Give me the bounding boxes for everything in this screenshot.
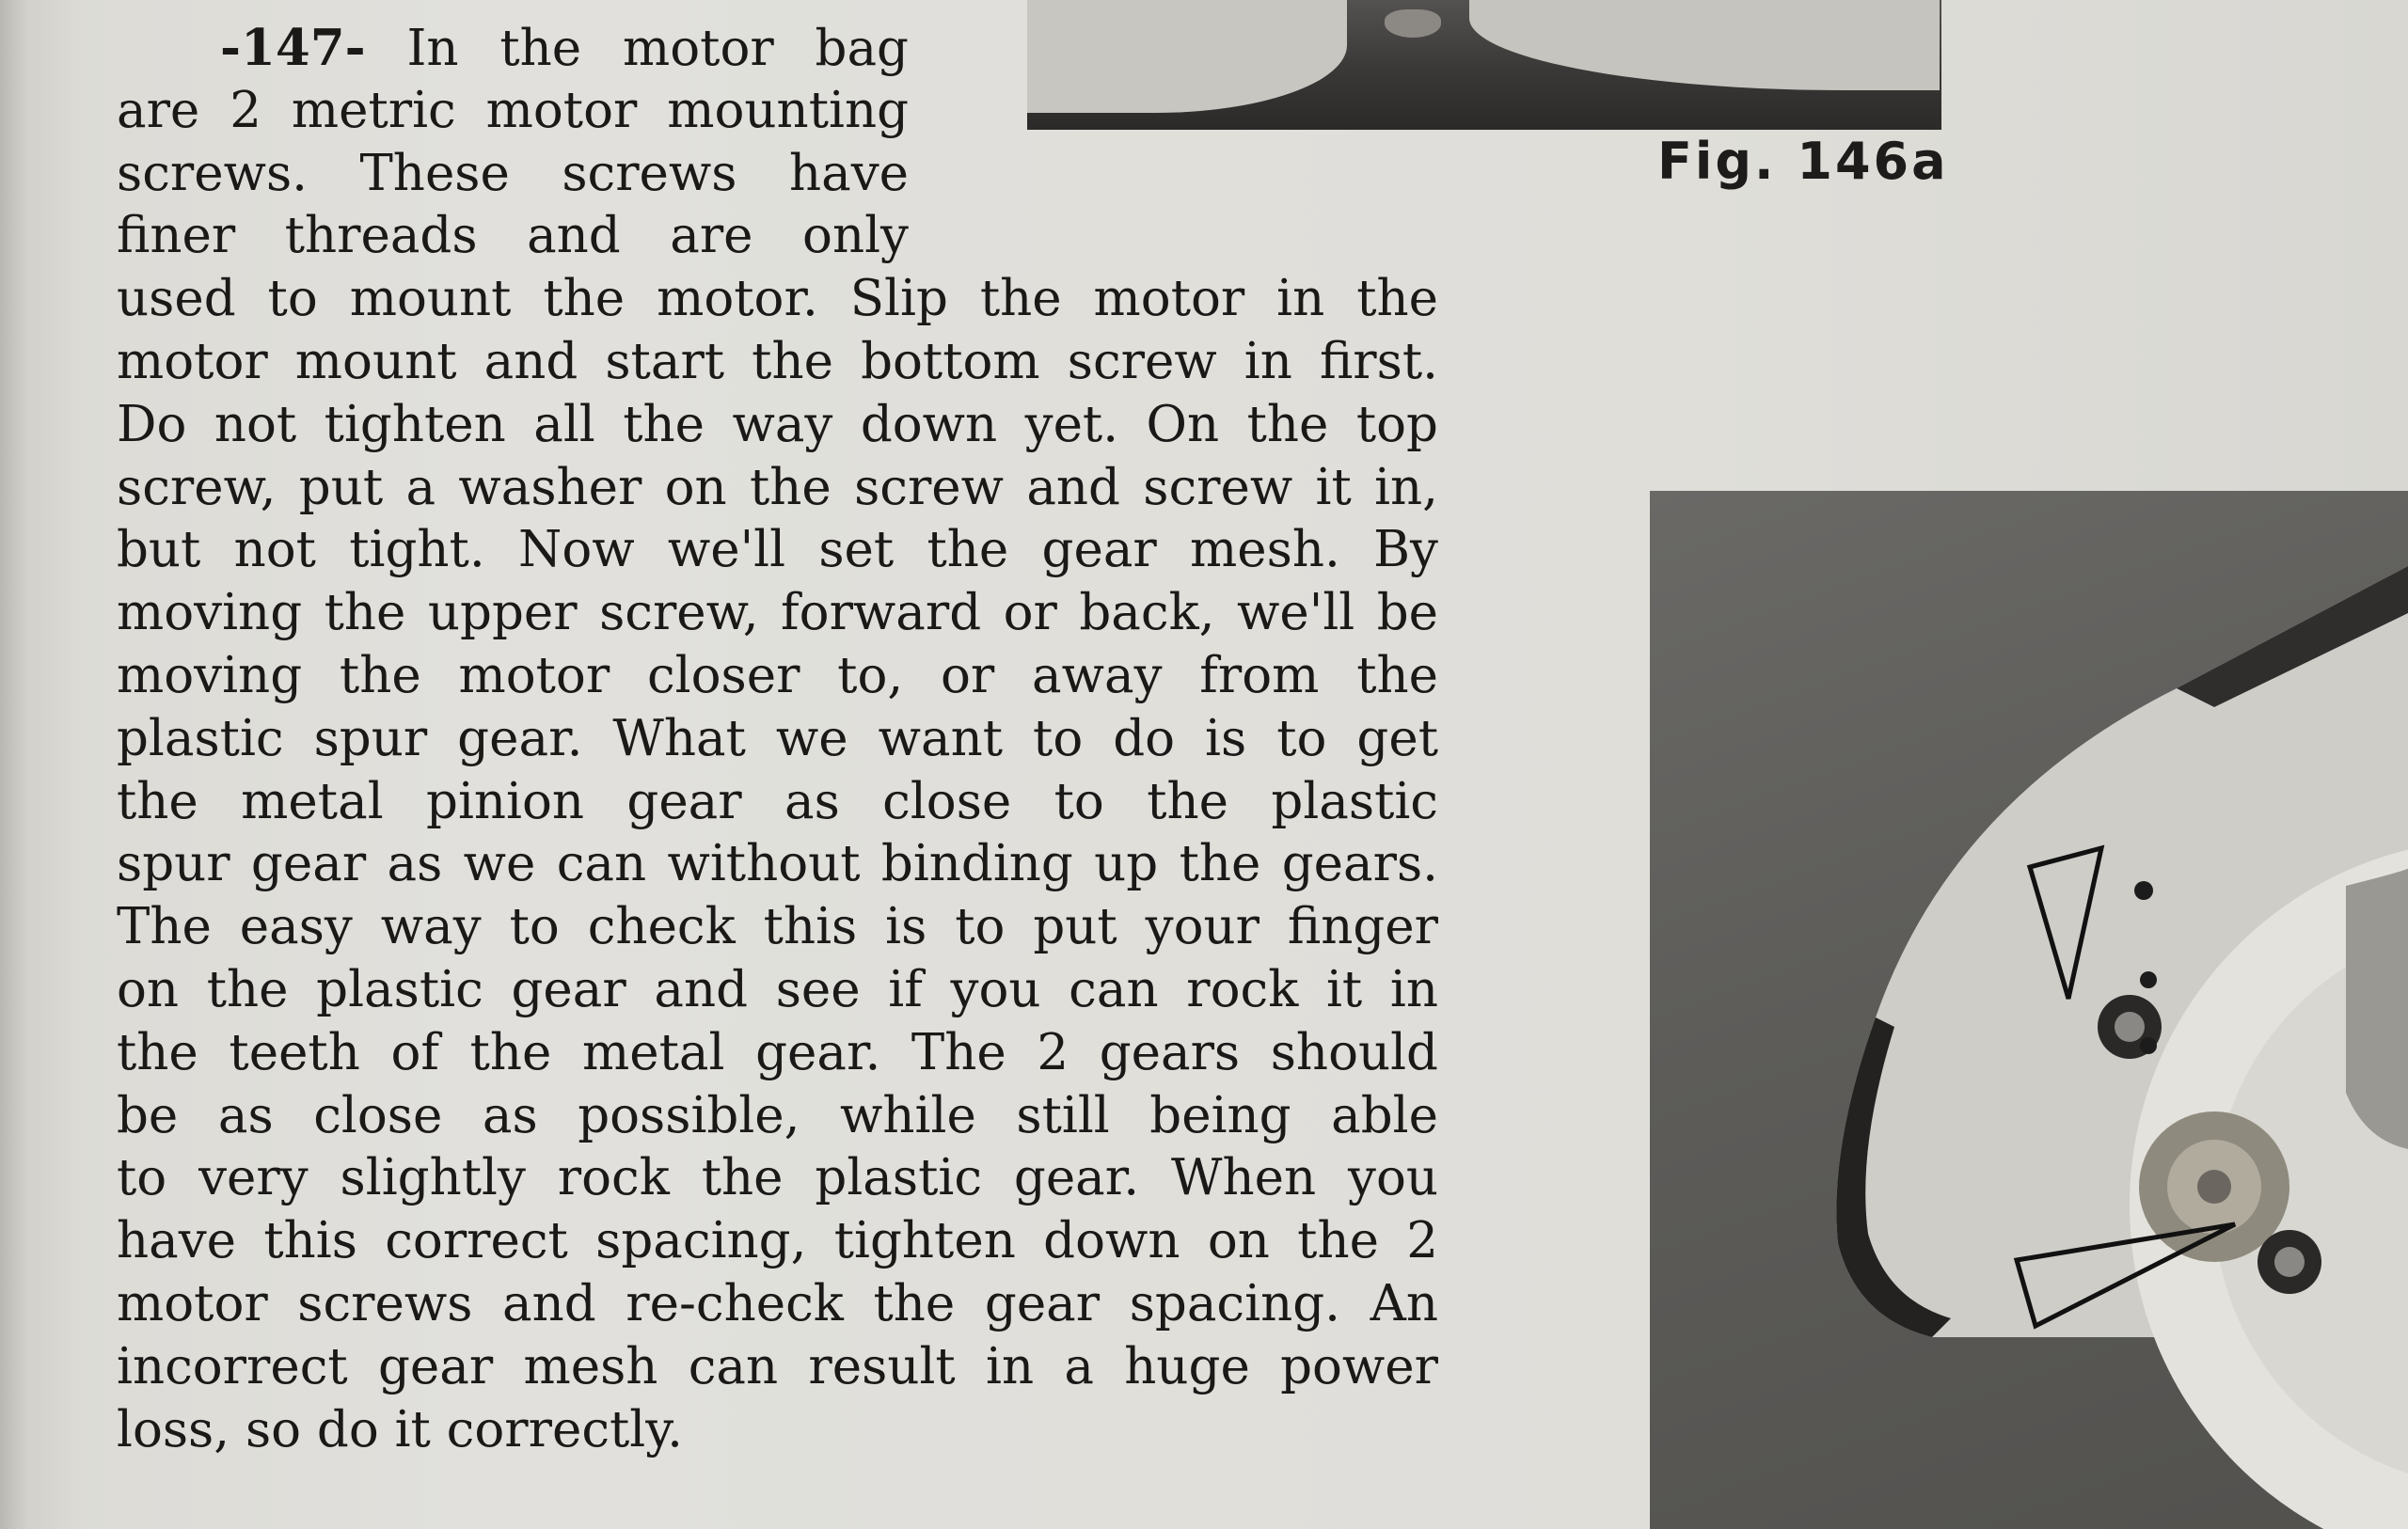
paragraph-line: spur gear as we can without binding up the gears. xyxy=(117,835,1438,893)
paragraph-line: have this correct spacing, tighten down on the 2 xyxy=(117,1212,1438,1270)
page-gutter-shadow xyxy=(0,0,85,1529)
paragraph-line: used to mount the motor. Slip the motor in the xyxy=(117,270,1438,328)
paragraph-line: finer threads and are only xyxy=(117,207,909,265)
paragraph-line: -147- In the motor bag xyxy=(220,19,909,77)
paragraph-line: The easy way to check this is to put your finger xyxy=(117,898,1438,956)
paragraph-line: plastic spur gear. What we want to do is to get xyxy=(117,709,1438,767)
paragraph-line: but not tight. Now we'll set the gear mesh. By xyxy=(117,521,1438,579)
paragraph-line: on the plastic gear and see if you can rock it in xyxy=(117,960,1438,1018)
gear-mesh-photo xyxy=(1650,491,2408,1529)
paragraph-line: the metal pinion gear as close to the plastic xyxy=(117,772,1438,830)
paragraph-line: moving the motor closer to, or away from the xyxy=(117,646,1438,704)
paragraph-line: moving the upper screw, forward or back, we'll be xyxy=(117,584,1438,642)
paragraph-line: screw, put a washer on the screw and screw it in, xyxy=(117,458,1438,516)
paragraph-line: Do not tighten all the way down yet. On the top xyxy=(117,395,1438,453)
paragraph-line: loss, so do it correctly. xyxy=(117,1400,683,1458)
paragraph-line: screws. These screws have xyxy=(117,144,909,202)
paragraph-number: -147- xyxy=(220,19,366,77)
paragraph-line: incorrect gear mesh can result in a huge power xyxy=(117,1337,1438,1395)
paragraph-line: are 2 metric motor mounting xyxy=(117,81,909,139)
paragraph-line: motor screws and re-check the gear spacing. An xyxy=(117,1274,1438,1332)
gear-photo-drawing xyxy=(1650,491,2408,1529)
paragraph-line: be as close as possible, while still being able xyxy=(117,1086,1438,1144)
paragraph-line: to very slightly rock the plastic gear. When you xyxy=(117,1149,1438,1207)
figure-caption: Fig. 146a xyxy=(1657,132,1949,191)
paragraph-line: the teeth of the metal gear. The 2 gears should xyxy=(117,1023,1438,1081)
instruction-paragraph xyxy=(117,17,1438,1461)
paragraph-line: motor mount and start the bottom screw in first. xyxy=(117,332,1438,390)
